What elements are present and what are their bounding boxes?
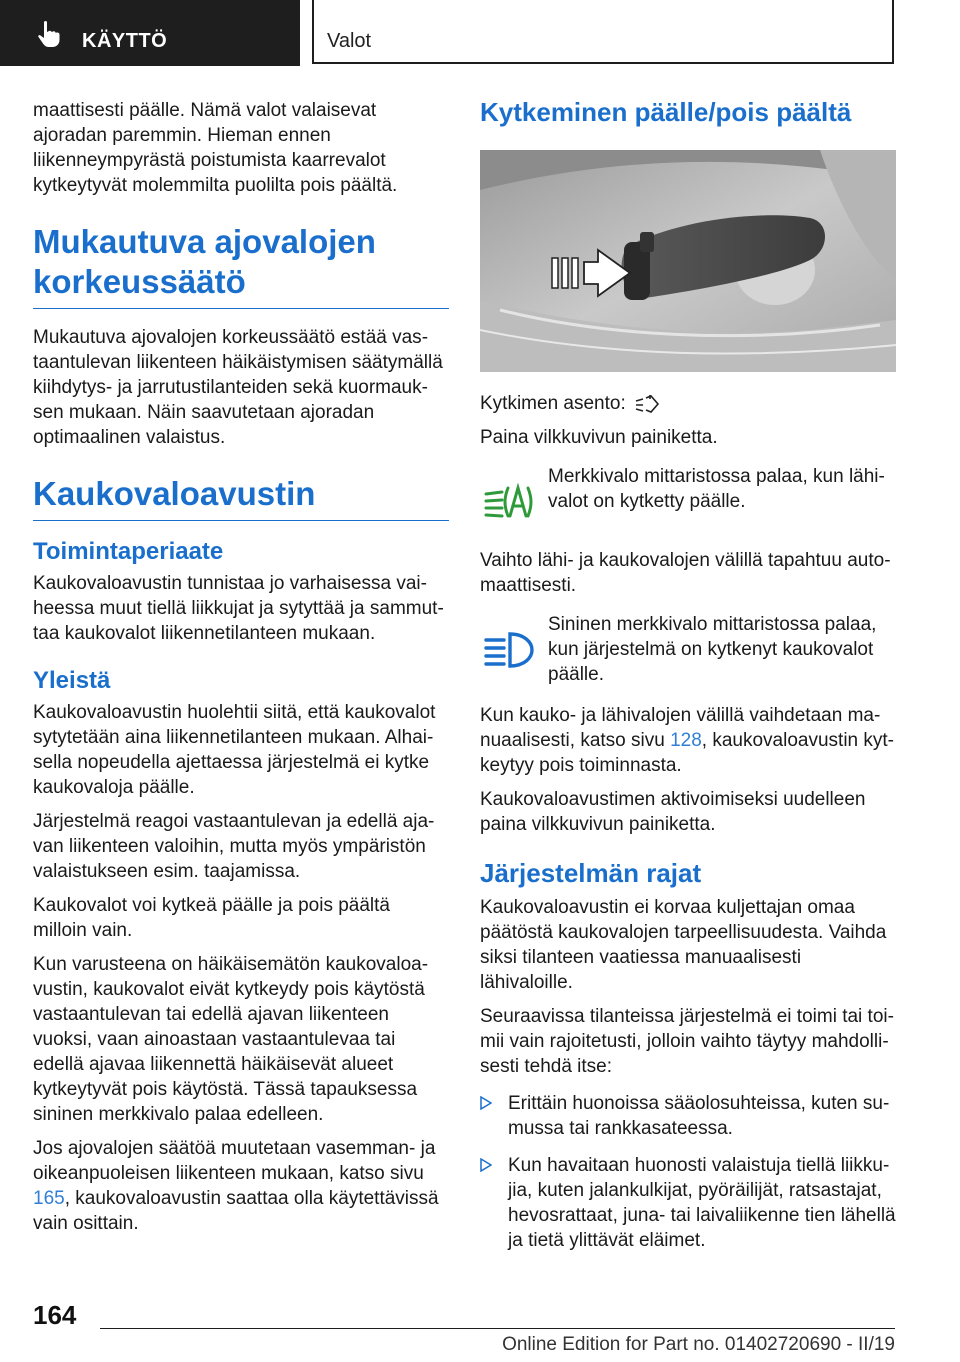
chapter-title-box	[312, 0, 894, 64]
page-header	[0, 0, 960, 66]
page-link-128[interactable]: 128	[670, 730, 702, 751]
heading-high-beam-assist: Kaukovaloavustin	[33, 474, 449, 521]
press-button-text: Paina vilkkuvivun painiketta.	[480, 427, 718, 448]
left-column	[33, 98, 449, 1245]
high-beam-assist-green-icon	[480, 472, 540, 532]
manual-switch-text: Kun kauko- ja lähivalojen välillä vaihdetaan manuaalisesti, katso sivu 128, kaukovaloavustin kytkeytyy pois toiminnasta.	[480, 705, 894, 776]
bullet-triangle-icon	[480, 1096, 492, 1110]
limits-paragraph-2: Seuraavissa tilanteissa järjestelmä ei toimi tai toimii vain rajoitetusti, jolloin vaihto täytyy mahdollisesti tehdä itse:	[480, 1006, 894, 1077]
list-item: Erittäin huonoissa sääolosuhteissa, kuten sumussa tai rankkasateessa.	[480, 1091, 896, 1141]
heading-principle: Toimintaperiaate	[33, 538, 224, 565]
limits-list	[480, 1091, 896, 1253]
blue-indicator-text: Sininen merkkivalo mittaristossa palaa, kun järjestelmä on kytkenyt kaukovalot päälle.	[548, 614, 877, 685]
general-paragraph-2: Järjestelmä reagoi vastaantulevan ja edellä ajavan liikenteen valoihin, mutta myös ympäristön valaistukseen esim. taajamissa.	[33, 811, 435, 882]
list-item: Kun havaitaan huonosti valaistuja tiellä liikkujia, kuten jalankulkijat, pyöräilijät, ratsastajat, hevosrattaat, juna- tai laivaliikenne tien lähellä ja tietä ylittävät eläimet.	[480, 1153, 896, 1253]
edition-footer: Online Edition for Part no. 01402720690 - II/19	[502, 1334, 895, 1355]
page-number: 164	[33, 1300, 77, 1330]
adaptive-paragraph: Mukautuva ajovalojen korkeussäätö estää vastaantulevan liikenteen häikäistymisen säätymällä kiihdytys- ja jarrutustilanteiden sekä kuormauksen mukaan. Näin saavutetaan ajoradan optimaalinen valaistus.	[33, 327, 443, 448]
general-paragraph-1: Kaukovaloavustin huolehtii siitä, että kaukovalot sytytetään aina liikennetilanteen mukaan. Alhaisella nopeudella ajettaessa järjestelmä ei kytke kaukovaloja päälle.	[33, 702, 436, 798]
switch-position-text: Kytkimen asento:	[480, 391, 896, 416]
green-indicator-block	[480, 464, 896, 532]
heading-switching: Kytkeminen päälle/pois päältä	[480, 97, 852, 127]
limits-paragraph-1: Kaukovaloavustin ei korvaa kuljettajan omaa päätöstä kaukovalojen tarpeellisuudesta. Vaihda siksi tilanteen vaatiessa manuaalisesti lähivaloille.	[480, 897, 887, 993]
section-label: KÄYTTÖ	[82, 30, 168, 52]
reactivate-text: Kaukovaloavustimen aktivoimiseksi uudelleen paina vilkkuvivun painiketta.	[480, 789, 866, 835]
bullet-triangle-icon	[480, 1158, 492, 1172]
general-paragraph-4: Kun varusteena on häikäisemätön kaukovaloavustin, kaukovalot eivät kytkeydy pois käytöstä vastaantulevan tai edellä ajavan liikenteen vuoksi, vaan ainoastaan vastaantulevaa tai edellä ajavaa liikennettä häikäisevät alueet kytkeytyvät pois käytöstä. Tässä tapauksessa sininen merkkivalo palaa edelleen.	[33, 954, 429, 1125]
green-indicator-text: Merkkivalo mittaristossa palaa, kun lähivalot on kytketty päälle.	[548, 466, 885, 512]
high-beam-blue-icon	[480, 620, 540, 680]
hand-pointer-icon	[36, 20, 62, 48]
right-column	[480, 96, 896, 1265]
intro-paragraph: maattisesti päälle. Nämä valot valaisevat ajoradan paremmin. Hieman ennen liikenneympyrästä poistumista kaarrevalot kytkeytyvät molemmilta puolilta pois päältä.	[33, 100, 398, 196]
auto-switch-text: Vaihto lähi- ja kaukovalojen välillä tapahtuu automaattisesti.	[480, 550, 891, 596]
footer-divider	[100, 1328, 895, 1329]
blue-indicator-block	[480, 612, 896, 687]
stalk-button-icon	[632, 393, 662, 415]
heading-system-limits: Järjestelmän rajat	[480, 858, 702, 888]
chapter-title: Valot	[327, 30, 372, 52]
turn-signal-stalk-figure	[480, 150, 896, 372]
heading-general: Yleistä	[33, 667, 111, 694]
section-tab	[0, 0, 300, 66]
general-paragraph-5: Jos ajovalojen säätöä muutetaan vasemman- ja oikeanpuoleisen liikenteen mukaan, katso sivu 165, kaukovaloavustin saattaa olla käytettävissä vain osittain.	[33, 1138, 439, 1234]
principle-paragraph: Kaukovaloavustin tunnistaa jo varhaisessa vaiheessa muut tiellä liikkujat ja sytyttää ja sammuttaa kaukovalot liikennetilanteen mukaan.	[33, 573, 444, 644]
page-link-165[interactable]: 165	[33, 1188, 65, 1209]
general-paragraph-3: Kaukovalot voi kytkeä päälle ja pois päältä milloin vain.	[33, 895, 391, 941]
heading-adaptive-leveling: Mukautuva ajovalojen korkeussäätö	[33, 222, 449, 309]
